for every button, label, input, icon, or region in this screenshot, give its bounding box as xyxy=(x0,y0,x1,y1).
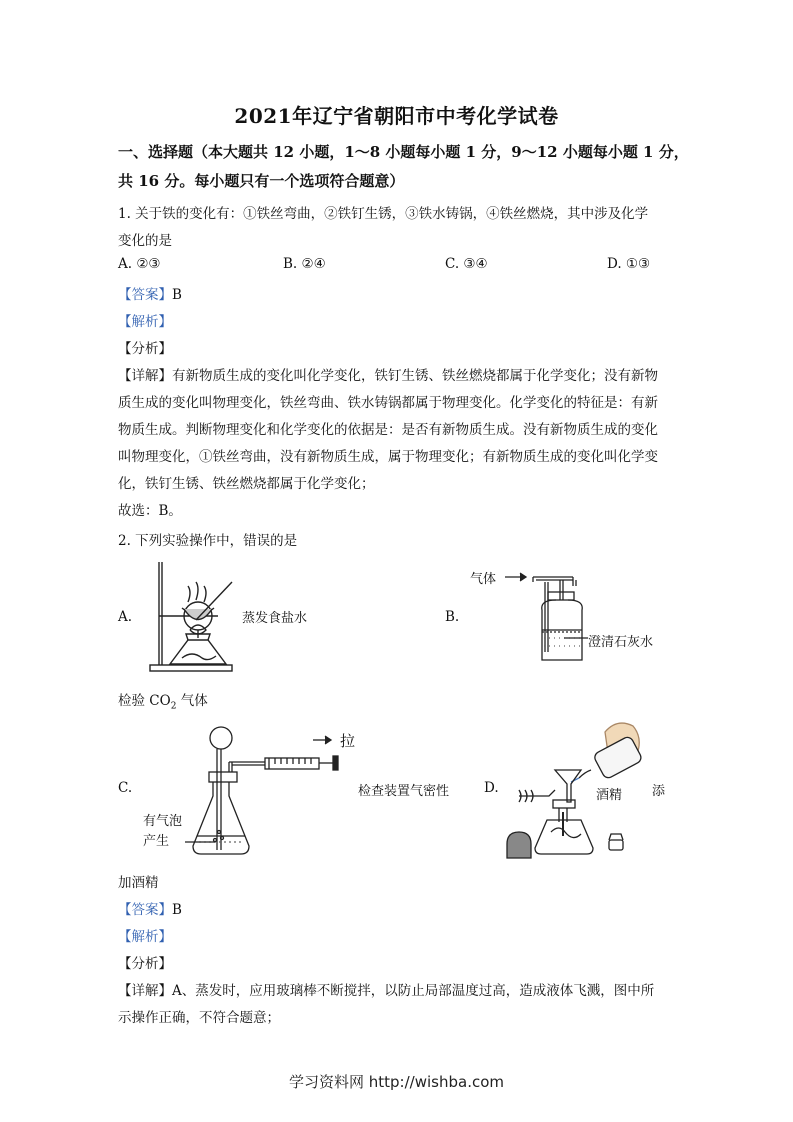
q1-detail-line2: 质生成的变化叫物理变化，铁丝弯曲、铁水铸锅都属于物理变化。化学变化的特征是：有新 xyxy=(118,395,658,411)
q2-option-d-letter: D. xyxy=(484,780,499,796)
q2-answer-value: B xyxy=(172,902,182,918)
q2-fenxi-tag: 【分析】 xyxy=(118,956,172,972)
q1-stem-line1: 1. 关于铁的变化有：①铁丝弯曲，②铁钉生锈，③铁水铸锅，④铁丝燃烧，其中涉及化学 xyxy=(118,206,649,222)
q1-answer xyxy=(118,283,182,303)
q2-answer-tag: 【答案】 xyxy=(118,902,172,918)
q2-option-c-pull-label: 拉 xyxy=(340,732,356,750)
q1-detail-text1: 有新物质生成的变化叫化学变化，铁钉生锈、铁丝燃烧都属于化学变化；没有新物 xyxy=(172,368,658,384)
q1-detail-line3: 物质生成。判断物理变化和化学变化的依据是：是否有新物质生成。没有新物质生成的变化 xyxy=(118,422,658,438)
q1-option-a: A. ②③ xyxy=(118,256,161,272)
q2-option-a-caption: 蒸发食盐水 xyxy=(242,611,308,626)
q2-option-a-letter: A. xyxy=(118,609,133,625)
q2-detail-text1: A、蒸发时，应用玻璃棒不断搅拌，以防止局部温度过高，造成液体飞溅，图中所 xyxy=(172,983,655,999)
q2-option-c-caption: 检查装置气密性 xyxy=(358,784,450,799)
q2-option-b-letter: B. xyxy=(445,609,460,625)
q2-option-c-letter: C. xyxy=(118,780,133,796)
gas-washing-bottle-figure xyxy=(500,568,595,663)
q2-analysis-tag: 【解析】 xyxy=(118,929,172,945)
q2-option-d-caption-part2: 加酒精 xyxy=(118,875,159,891)
q2-option-c-bubble-label-1: 有气泡 xyxy=(143,814,183,829)
q2-option-b-caption xyxy=(118,689,208,712)
q2-detail-line2: 示操作正确，不符合题意； xyxy=(118,1010,280,1026)
page-title: 2021年辽宁省朝阳市中考化学试卷 xyxy=(234,104,559,128)
q2-option-d-alcohol-label: 酒精 xyxy=(596,788,623,803)
q2-option-b-caption-post: 气体 xyxy=(176,693,208,709)
q1-option-b: B. ②④ xyxy=(283,256,326,272)
q2-option-b-caption-pre: 检验 CO xyxy=(118,693,171,709)
q1-conclusion: 故选：B。 xyxy=(118,503,182,519)
q1-option-c: C. ③④ xyxy=(445,256,488,272)
q2-option-b-caption-sub: 2 xyxy=(170,701,177,712)
evaporation-apparatus-figure xyxy=(140,560,240,675)
q1-detail-line4: 叫物理变化，①铁丝弯曲，没有新物质生成，属于物理变化；有新物质生成的变化叫化学变 xyxy=(118,449,658,465)
q2-option-b-water-label: 澄清石灰水 xyxy=(588,635,654,650)
section-heading-line1: 一、选择题（本大题共 12 小题，1～8 小题每小题 1 分，9～12 小题每小题 1 分， xyxy=(118,143,689,161)
footer-watermark: 学习资料网 http://wishba.com xyxy=(289,1073,504,1091)
q2-detail-tag: 【详解】 xyxy=(118,983,172,999)
q2-detail-line1 xyxy=(118,979,654,999)
section-heading-line2: 共 16 分。每小题只有一个选项符合题意） xyxy=(118,172,405,190)
q1-answer-value: B xyxy=(172,287,182,303)
adding-alcohol-figure xyxy=(505,712,645,862)
q2-option-c-bubble-label-2: 产生 xyxy=(143,834,170,849)
q1-analysis-tag: 【解析】 xyxy=(118,314,172,330)
q1-stem-line2: 变化的是 xyxy=(118,233,172,249)
q2-option-b-gas-label: 气体 xyxy=(470,572,497,587)
q2-answer xyxy=(118,898,182,918)
q2-option-d-caption-part1: 添 xyxy=(652,784,666,799)
q1-detail-tag: 【详解】 xyxy=(118,368,172,384)
q1-answer-tag: 【答案】 xyxy=(118,287,172,303)
airtightness-check-figure xyxy=(185,724,360,859)
q2-stem: 2. 下列实验操作中，错误的是 xyxy=(118,533,298,549)
q1-fenxi-tag: 【分析】 xyxy=(118,341,172,357)
q1-option-d: D. ①③ xyxy=(607,256,651,272)
q1-detail-line5: 化，铁钉生锈、铁丝燃烧都属于化学变化； xyxy=(118,476,375,492)
q1-detail-line1 xyxy=(118,364,658,384)
